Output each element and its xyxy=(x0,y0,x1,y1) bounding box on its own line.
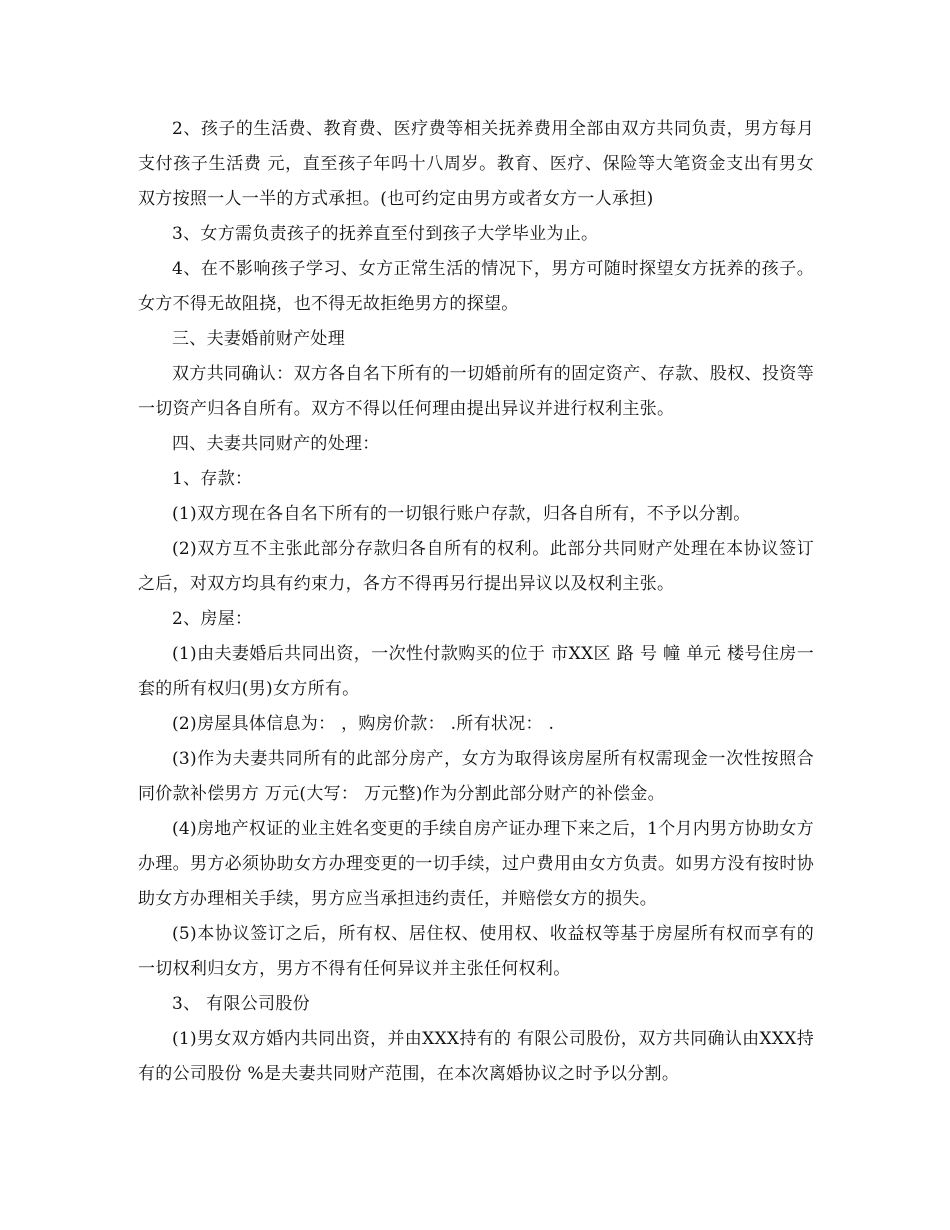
paragraph-child-support: 2、孩子的生活费、教育费、医疗费等相关抚养费用全部由双方共同负责，男方每月支付孩子生活费 元，直至孩子年吗十八周岁。教育、医疗、保险等大笔资金支出有男女双方按照一人一半的方式承担。(也可约定由男方或者女方一人承担) xyxy=(138,119,814,209)
section-heading-joint-property: 四、夫妻共同财产的处理： xyxy=(172,434,380,454)
paragraph-house-3: (3)作为夫妻共同所有的此部分房产，女方为取得该房屋所有权需现金一次性按照合同价款补偿男方 万元(大写： 万元整)作为分割此部分财产的补偿金。 xyxy=(138,749,814,804)
paragraph-custody-until-graduation: 3、女方需负责孩子的抚养直至付到孩子大学毕业为止。 xyxy=(172,224,599,244)
section-heading-premarital-property: 三、夫妻婚前财产处理 xyxy=(172,329,345,349)
paragraph-house-5: (5)本协议签订之后，所有权、居住权、使用权、收益权等基于房屋所有权而享有的一切权利归女方，男方不得有任何异议并主张任何权利。 xyxy=(138,924,814,979)
subheading-deposits: 1、存款： xyxy=(172,469,253,489)
subheading-house: 2、房屋： xyxy=(172,609,253,629)
document-body xyxy=(138,112,814,1092)
paragraph-deposits-2: (2)双方互不主张此部分存款归各自所有的权利。此部分共同财产处理在本协议签订之后，对双方均具有约束力，各方不得再另行提出异议以及权利主张。 xyxy=(138,539,814,594)
paragraph-premarital-property: 双方共同确认：双方各自名下所有的一切婚前所有的固定资产、存款、股权、投资等一切资产归各自所有。双方不得以任何理由提出异议并进行权利主张。 xyxy=(138,364,814,419)
paragraph-visitation: 4、在不影响孩子学习、女方正常生活的情况下，男方可随时探望女方抚养的孩子。女方不得无故阻挠，也不得无故拒绝男方的探望。 xyxy=(138,259,814,314)
paragraph-house-4: (4)房地产权证的业主姓名变更的手续自房产证办理下来之后，1个月内男方协助女方办理。男方必须协助女方办理变更的一切手续，过户费用由女方负责。如男方没有按时协助女方办理相关手续，男方应当承担违约责任，并赔偿女方的损失。 xyxy=(138,819,814,909)
paragraph-house-2: (2)房屋具体信息为： ，购房价款： .所有状况： . xyxy=(172,714,555,734)
paragraph-house-1: (1)由夫妻婚后共同出资，一次性付款购买的位于 市XX区 路 号 幢 单元 楼号住房一套的所有权归(男)女方所有。 xyxy=(138,644,814,699)
subheading-company-shares: 3、 有限公司股份 xyxy=(172,994,310,1014)
paragraph-company-shares-1: (1)男女双方婚内共同出资，并由XXX持有的 有限公司股份，双方共同确认由XXX持有的公司股份 %是夫妻共同财产范围，在本次离婚协议之时予以分割。 xyxy=(138,1029,814,1084)
paragraph-deposits-1: (1)双方现在各自名下所有的一切银行账户存款，归各自所有，不予以分割。 xyxy=(172,504,751,524)
